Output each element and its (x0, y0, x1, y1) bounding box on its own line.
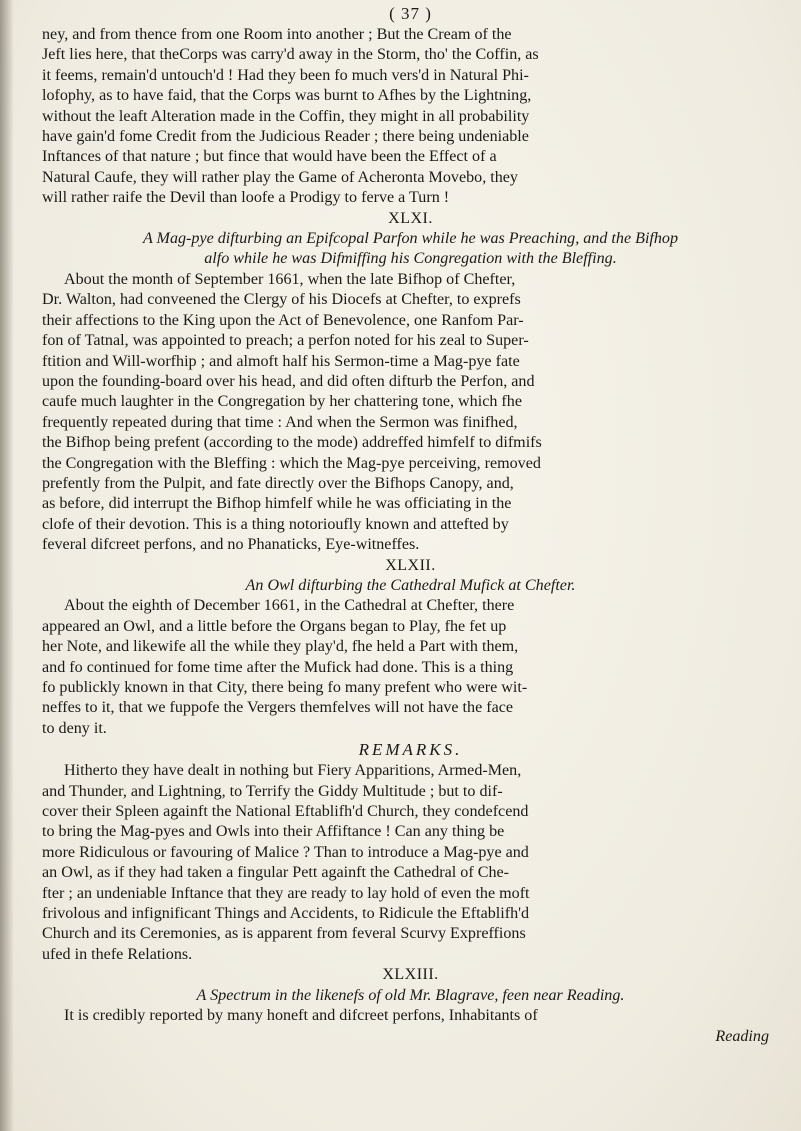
text-line: fon of Tatnal, was appointed to preach; a perfon noted for his zeal to Super- (42, 332, 529, 350)
text-line: clofe of their devotion. This is a thing notorioufly known and attefted by (42, 515, 509, 533)
text-line: will rather raife the Devil than loofe a Prodigy to ferve a Turn ! (42, 189, 450, 207)
text-line: About the month of September 1661, when the late Bifhop of Chefter, (64, 270, 516, 288)
section-title-42: An Owl difturbing the Cathedral Mufick at Chefter. (245, 576, 576, 594)
section-title-41 (42, 229, 779, 270)
text-line: and fo continued for fome time after the Mufick had done. This is a thing (42, 658, 514, 676)
text-line: About the eighth of December 1661, in the Cathedral at Chefter, there (64, 597, 515, 615)
text-line: Jeft lies here, that theCorps was carry'd away in the Storm, tho' the Coffin, as (42, 46, 539, 64)
text-line: caufe much laughter in the Congregation by her chattering tone, which fhe (42, 393, 522, 411)
section-title-line: alfo while he was Difmiffing his Congregation with the Bleffing. (204, 250, 617, 268)
section-numeral-43: XLXIII. (382, 966, 439, 984)
text-line: cover their Spleen againft the National Eftablifh'd Church, they condefcend (42, 803, 529, 821)
page-body (42, 25, 779, 1047)
remarks-heading: REMARKS. (358, 740, 463, 760)
text-line: feveral difcreet perfons, and no Phanaticks, Eye-witneffes. (42, 536, 420, 554)
text-line: upon the founding-board over his head, and did often difturb the Perfon, and (42, 372, 535, 390)
text-line: to bring the Mag-pyes and Owls into their Affiftance ! Can any thing be (42, 823, 505, 841)
section-numeral-41: XLXI. (388, 209, 433, 227)
text-line: it feems, remain'd untouch'd ! Had they been fo much vers'd in Natural Phi- (42, 66, 529, 84)
page-number: ( 37 ) (389, 4, 432, 23)
text-line: without the leaft Alteration made in the Coffin, they might in all probability (42, 107, 530, 125)
section-title-line: A Mag-pye difturbing an Epifcopal Parfon while he was Preaching, and the Bifhop (142, 230, 679, 248)
catchword: Reading (715, 1027, 769, 1045)
section-numeral-42: XLXII. (385, 556, 436, 574)
text-line: frequently repeated during that time : And when the Sermon was finifhed, (42, 413, 518, 431)
text-line: fo publickly known in that City, there being fo many prefent who were wit- (42, 679, 528, 696)
section-body-41 (42, 270, 779, 556)
text-line: and Thunder, and Lightning, to Terrify the Giddy Multitude ; but to dif- (42, 782, 503, 800)
text-line: the Bifhop being prefent (according to the mode) addreffed himfelf to difmifs (42, 434, 542, 452)
text-line: the Congregation with the Bleffing : which the Mag-pye perceiving, removed (42, 454, 541, 472)
text-line: ufed in thefe Relations. (42, 945, 193, 963)
text-line: appeared an Owl, and a little before the Organs began to Play, fhe fet up (42, 617, 507, 635)
binding-shadow (0, 0, 14, 1131)
text-line: ney, and from thence from one Room into another ; But the Cream of the (42, 26, 512, 43)
text-line: as before, did interrupt the Bifhop himfelf while he was officiating in the (42, 495, 512, 513)
text-line: her Note, and likewife all the while they play'd, fhe held a Part with them, (42, 638, 519, 656)
text-line: neffes to it, that we fuppofe the Vergers themfelves will not have the face (42, 699, 514, 717)
paragraph-continued (42, 25, 779, 209)
text-line: have gain'd fome Credit from the Judicious Reader ; there being undeniable (42, 128, 529, 146)
text-line: to deny it. (42, 719, 107, 737)
text-line: It is credibly reported by many honeft and difcreet perfons, Inhabitants of (64, 1007, 538, 1025)
text-line: more Ridiculous or favouring of Malice ? Than to introduce a Mag-pye and (42, 843, 529, 861)
text-line: Inftances of that nature ; but fince that would have been the Effect of a (42, 148, 497, 166)
text-line: ftition and Will-worfhip ; and almoft half his Sermon-time a Mag-pye fate (42, 352, 520, 370)
text-line: lofophy, as to have faid, that the Corps was burnt to Afhes by the Lightning, (42, 87, 532, 105)
text-line: Hitherto they have dealt in nothing but Fiery Apparitions, Armed-Men, (64, 762, 522, 780)
text-line: their affections to the King upon the Act of Benevolence, one Ranfom Par- (42, 311, 524, 329)
text-line: Natural Caufe, they will rather play the Game of Acheronta Movebo, they (42, 168, 518, 186)
text-line: frivolous and infignificant Things and Accidents, to Ridicule the Eftablifh'd (42, 905, 530, 923)
text-line: fter ; an undeniable Inftance that they are ready to lay hold of even the moft (42, 884, 530, 902)
text-line: prefently from the Pulpit, and fate directly over the Bifhops Canopy, and, (42, 474, 514, 492)
section-title-43: A Spectrum in the likenefs of old Mr. Blagrave, feen near Reading. (196, 986, 625, 1004)
text-line: Church and its Ceremonies, as is apparent from feveral Scurvy Expreffions (42, 925, 526, 943)
text-line: Dr. Walton, had conveened the Clergy of his Diocefs at Chefter, to exprefs (42, 291, 521, 309)
section-body-42 (42, 596, 779, 739)
text-line: an Owl, as if they had taken a fingular Pett againft the Cathedral of Che- (42, 864, 510, 882)
remarks-body (42, 761, 779, 965)
